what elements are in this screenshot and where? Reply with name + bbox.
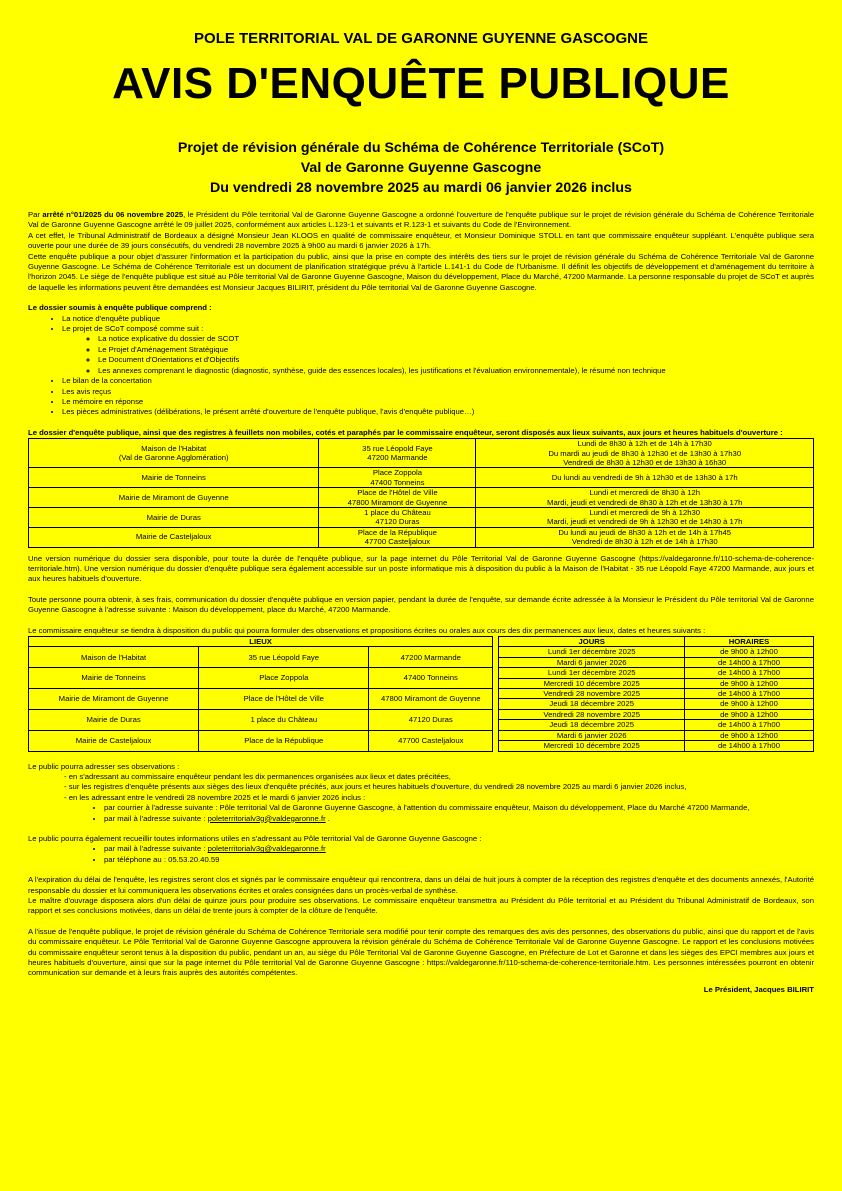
permanence-time: de 9h00 à 12h00: [685, 678, 814, 688]
location-hours-cell: [476, 527, 814, 547]
permanence-address: 35 rue Léopold Faye: [199, 647, 369, 668]
permanence-date: Mercredi 10 décembre 2025: [499, 678, 685, 688]
permanence-location: Mairie de Tonneins: [29, 668, 199, 689]
permanence-time: de 9h00 à 12h00: [685, 730, 814, 740]
permanence-date: Lundi 1er décembre 2025: [499, 668, 685, 678]
location-hours-cell: [476, 488, 814, 508]
info-email: [104, 844, 814, 854]
intro-paragraph-1: [28, 210, 814, 231]
body-content: [28, 210, 814, 995]
email-channel-label: par mail à l'adresse suivante :: [104, 813, 208, 823]
closing-paragraph-1: A l'expiration du délai de l'enquête, les registres seront clos et signés par le commissaire enquêteur qui rencontrera, dans un délai de huit jours à compter de la réception des registres d'enquête et des documents annexés, l'Autorité responsable du dossier et lui communiquera les observations écrites et orales consignées dans un procès-verbal de synthèse.: [28, 875, 814, 895]
permanence-city: 47700 Casteljaloux: [369, 730, 493, 751]
permanence-date: Jeudi 18 décembre 2025: [499, 699, 685, 709]
intro-text: , le Président du Pôle territorial Val de Garonne Guyenne Gascogne a ordonné l'ouverture de l'enquête publique sur le projet de révision générale du Schéma de Cohérence Territoriale Val de Garonne Guyenne Gascogne arrêté le 09 juillet 2025, conformément aux articles L.123-1 et suivants et R.123-1 et suivants du Code de l'Environnement.: [28, 210, 814, 230]
locations-heading: [28, 428, 814, 438]
organization-title: POLE TERRITORIAL VAL DE GARONNE GUYENNE GASCOGNE: [194, 30, 648, 47]
location-name-cell: [29, 527, 319, 547]
opening-hours: Vendredi de 8h30 à 12h30 et de 13h30 à 16h30: [563, 457, 727, 467]
email-channel: [104, 814, 814, 824]
observation-option: - sur les registres d'enquête présents aux sièges des lieux d'enquête précités, aux jours et heures habituels d'ouverture, du vendredi 28 novembre 2025 au mardi 6 janvier 2026 inclus,: [64, 782, 687, 792]
permanence-city: 47200 Marmande: [369, 647, 493, 668]
permanence-location: Mairie de Casteljaloux: [29, 730, 199, 751]
location-street: 35 rue Léopold Faye: [362, 443, 433, 453]
digital-paragraph-1: Une version numérique du dossier sera disponible, pour toute la durée de l'enquête publique, sur la page internet du Pôle Territorial Val de Garonne Guyenne Gascogne (https://valdegaronne.fr/110-schema-de-coherence-territoriale.htm). Une version numérique du dossier d'enquête publique sera également accessible sur un poste informatique mis à disposition du public à la Maison de l'Habitat - 35 rue Léopold Faye 47200 Marmande, aux jours et aux heures habituels d'ouverture.: [28, 553, 814, 584]
sublist-item: ◦ La notice explicative du dossier de SCOT: [98, 334, 814, 344]
permanence-time: de 14h00 à 17h00: [685, 741, 814, 751]
permanence-date: Jeudi 18 décembre 2025: [499, 720, 685, 730]
permanence-date: Mardi 6 janvier 2026: [499, 730, 685, 740]
table-row: [29, 709, 814, 719]
table-row: [29, 488, 814, 508]
dossier-heading: [28, 303, 814, 313]
location-name: Mairie de Casteljaloux: [135, 532, 212, 542]
permanence-date: Lundi 1er décembre 2025: [499, 647, 685, 657]
opening-hours: Du lundi au vendredi de 9h à 12h30 et de 13h30 à 17h: [551, 473, 738, 483]
postal-channel: • par courrier à l'adresse suivante : Pôle territorial Val de Garonne Guyenne Gascogne, à l'attention du commissaire enquêteur, Maison du développement, Place du Marché 47200 Marmande,: [104, 803, 814, 813]
opening-hours: Mardi, jeudi et vendredi de 8h30 à 12h et de 13h30 à 17h: [547, 497, 743, 507]
table-row: [29, 439, 814, 468]
table-row: [29, 689, 814, 699]
locations-table: [28, 438, 814, 547]
location-city: 47200 Marmande: [367, 453, 428, 463]
list-item: • Le bilan de la concertation: [62, 376, 814, 386]
observation-option: - en les adressant entre le vendredi 28 novembre 2025 et le mardi 6 janvier 2026 inclus :: [64, 792, 366, 802]
location-name: Mairie de Miramont de Guyenne: [118, 492, 229, 502]
permanence-date: Vendredi 28 novembre 2025: [499, 709, 685, 719]
list-item: • Les pièces administratives (délibérations, le présent arrêté d'ouverture de l'enquête publique, l'avis d'enquête publique…): [62, 407, 814, 417]
permanence-address: Place de la République: [199, 730, 369, 751]
table-row: [29, 730, 814, 740]
info-phone: • par téléphone au : 05.53.20.40.59: [104, 855, 814, 865]
permanence-time: de 14h00 à 17h00: [685, 657, 814, 667]
intro-paragraph-2: A cet effet, le Tribunal Administratif de Bordeaux a désigné Monsieur Jean KLOOS en qualité de commissaire enquêteur, et Monsieur Dominique STOLL en tant que commissaire enquêteur suppléant. L'enquête publique sera ouverte pour une durée de 39 jours consécutifs, du vendredi 28 novembre 2025 à 9h00 au mardi 6 janvier 2026 à 17h.: [28, 230, 814, 251]
permanence-city: 47800 Miramont de Guyenne: [369, 689, 493, 710]
table-row: [29, 468, 814, 488]
intro-text: Par: [28, 210, 43, 219]
opening-hours: Vendredi de 8h30 à 12h et de 14h à 17h30: [571, 537, 718, 547]
opening-hours: Lundi et mercredi de 8h30 à 12h: [589, 488, 701, 498]
table-row: [29, 668, 814, 678]
permanence-location: Maison de l'Habitat: [29, 647, 199, 668]
location-name: Mairie de Tonneins: [141, 473, 206, 483]
list-item: • Le mémoire en réponse: [62, 397, 814, 407]
observation-option: - en s'adressant au commissaire enquêteur pendant les dix permanences organisées aux lieux et dates précitées,: [64, 771, 451, 781]
decree-reference: arrêté n°01/2025 du 06 novembre 2025: [42, 210, 184, 219]
table-row: [29, 507, 814, 527]
location-street: Place Zoppola: [372, 468, 423, 478]
observations-intro: Le public pourra adresser ses observations :: [28, 761, 180, 771]
permanence-date: Vendredi 28 novembre 2025: [499, 689, 685, 699]
observation-channels: [28, 803, 814, 824]
location-address-cell: [319, 527, 476, 547]
permanence-location: Mairie de Miramont de Guyenne: [29, 689, 199, 710]
permanence-time: de 14h00 à 17h00: [685, 668, 814, 678]
opening-hours: Mardi, jeudi et vendredi de 9h à 12h30 et de 14h30 à 17h: [547, 517, 743, 527]
location-name-cell: [29, 488, 319, 508]
email-channel-suffix: .: [325, 813, 330, 823]
permanence-time: de 9h00 à 12h00: [685, 709, 814, 719]
dossier-sublist: [62, 334, 814, 376]
digital-paragraph-2: Toute personne pourra obtenir, à ses frais, communication du dossier d'enquête publique en version papier, pendant la durée de l'enquête, sur demande écrite adressée à la Monsieur le Président du Pôle territorial Val de Garonne Guyenne Gascogne à l'adresse suivante : Maison du développement, place du Marché, 47200 Marmande.: [28, 594, 814, 615]
sublist-item: ◦ Le Document d'Orientations et d'Objectifs: [98, 355, 814, 365]
opening-hours: Lundi de 8h30 à 12h et de 14h à 17h30: [577, 439, 712, 449]
permanences-table: [28, 636, 814, 751]
location-city: 47120 Duras: [375, 517, 420, 527]
info-email-label: par mail à l'adresse suivante :: [104, 844, 208, 854]
closing-paragraph-2: Le maître d'ouvrage disposera alors d'un délai de quinze jours pour produire ses observations. Le commissaire enquêteur transmettra au Président du Pôle territorial et au Président du Tribunal Administratif de Bordeaux, son rapport et ses conclusions motivées, dans un délai de trente jours à compter de la clôture de l'enquête.: [28, 895, 814, 916]
location-city: 47400 Tonneins: [370, 477, 425, 487]
infos-intro: Le public pourra également recueillir toutes informations utiles en s'adressant au Pôle territorial Val de Garonne Guyenne Gascogne :: [28, 833, 482, 843]
closing-paragraph-3: A l'issue de l'enquête publique, le projet de révision générale du Schéma de Cohérence Territoriale sera modifié pour tenir compte des remarques des avis des personnes, des observations du public, ainsi que du rapport et de l'avis du commissaire enquêteur. Le Pôle Territorial Val de Garonne Guyenne Gascogne approuvera la révision générale du Schéma de Cohérence Territoriale Val de Garonne Guyenne Gascogne. Le rapport et les conclusions motivées du commissaire enquêteur seront tenus à la disposition du public, pendant un an, au siège du Pôle Territorial Val de Garonne Guyenne Gascogne, en Préfecture de Lot et Garonne et dans les sièges des EPCI membres aux jours et heures habituels d'ouverture, ainsi que sur la page internet du Pôle territorial Val de Garonne Guyenne Gascogne : https://valdegaronne.fr/110-schema-de-coherence-territoriale.htm. Les personnes intéressées pourront en obtenir communication sur demande et à leurs frais auprès des autorités compétentes.: [28, 926, 814, 978]
intro-paragraph-3: Cette enquête publique a pour objet d'assurer l'information et la participation du public, ainsi que la prise en compte des intérêts des tiers sur le projet de révision générale du Schéma de Cohérence Territoriale Val de Garonne Guyenne Gascogne. Le Schéma de Cohérence Territoriale est un document de planification stratégique prévu à l'article L.141-1 du Code de l'Urbanisme. Il définit les objectifs de développement et d'aménagement du territoire à l'horizon 2045. Le siège de l'enquête publique est situé au Pôle territorial Val de Garonne Guyenne Gascogne, Maison du développement, Place du Marché, 47200 Marmande. La personne responsable du projet de SCoT et auprès de laquelle les informations peuvent être demandées est Monsieur Jacques BILIRIT, président du Pôle territorial Val de Garonne Guyenne Gascogne.: [28, 251, 814, 292]
location-street: Place de l'Hôtel de Ville: [357, 488, 438, 498]
subtitle-block: [0, 138, 842, 198]
page-title: AVIS D'ENQUÊTE PUBLIQUE: [112, 59, 730, 108]
location-address-cell: [319, 507, 476, 527]
location-name-cell: [29, 468, 319, 488]
subtitle-line-1: Projet de révision générale du Schéma de Cohérence Territoriale (SCoT): [177, 140, 665, 156]
opening-hours: Du lundi au jeudi de 8h30 à 12h et de 14h à 17h45: [558, 527, 732, 537]
location-name-cell: [29, 439, 319, 468]
permanence-address: 1 place du Château: [199, 709, 369, 730]
list-item: • La notice d'enquête publique: [62, 314, 814, 324]
location-name-cell: [29, 507, 319, 527]
dossier-heading-text: Le dossier soumis à enquête publique comprend :: [28, 303, 212, 313]
permanence-time: de 14h00 à 17h00: [685, 720, 814, 730]
location-name: Maison de l'Habitat: [141, 443, 207, 453]
location-hours-cell: [476, 507, 814, 527]
location-address-cell: [319, 468, 476, 488]
location-hours-cell: [476, 439, 814, 468]
opening-hours: Lundi et mercredi de 9h à 12h30: [589, 507, 701, 517]
permanence-date: Mardi 6 janvier 2026: [499, 657, 685, 667]
list-item-label: Le projet de SCoT composé comme suit :: [62, 324, 204, 334]
info-channels: [28, 844, 814, 865]
location-name-detail: (Val de Garonne Agglomération): [118, 453, 229, 463]
permanence-time: de 9h00 à 12h00: [685, 699, 814, 709]
email-link[interactable]: poleterritorialv3g@valdegaronne.fr: [207, 813, 326, 823]
subtitle-line-2: Val de Garonne Guyenne Gascogne: [300, 160, 542, 176]
location-street: Place de la République: [357, 527, 437, 537]
sublist-item: ◦ Le Projet d'Aménagement Stratégique: [98, 345, 814, 355]
column-header-jours: JOURS: [499, 637, 685, 647]
opening-hours: Du mardi au jeudi de 8h30 à 12h30 et de 13h30 à 17h30: [548, 448, 742, 458]
permanences-intro: Le commissaire enquêteur se tiendra à disposition du public qui pourra formuler des observations et propositions écrites ou orales aux cours des dix permanences aux lieux, dates et heures suivants :: [28, 625, 706, 635]
dossier-list: [28, 314, 814, 418]
permanence-location: Mairie de Duras: [29, 709, 199, 730]
location-street: 1 place du Château: [364, 507, 431, 517]
info-email-link[interactable]: poleterritorialv3g@valdegaronne.fr: [207, 844, 326, 854]
table-row: [29, 647, 814, 657]
location-address-cell: [319, 439, 476, 468]
locations-heading-text: Le dossier d'enquête publique, ainsi que des registres à feuillets non mobiles, cotés et paraphés par le commissaire enquêteur, seront disposés aux lieux suivants, aux jours et heures habituels d'ouverture :: [28, 427, 783, 437]
location-city: 47800 Miramont de Guyenne: [347, 497, 448, 507]
permanence-city: 47120 Duras: [369, 709, 493, 730]
permanence-time: de 9h00 à 12h00: [685, 647, 814, 657]
subtitle-line-3: Du vendredi 28 novembre 2025 au mardi 06 janvier 2026 inclus: [210, 180, 632, 196]
table-row: [29, 527, 814, 547]
sublist-item: ◦ Les annexes comprenant le diagnostic (diagnostic, synthèse, guide des essences locales), les justifications et l'évaluation environnementale), le résumé non technique: [98, 366, 814, 376]
list-item: • Les avis reçus: [62, 387, 814, 397]
location-name: Mairie de Duras: [146, 512, 201, 522]
location-city: 47700 Casteljaloux: [364, 537, 431, 547]
permanence-city: 47400 Tonneins: [369, 668, 493, 689]
signature: Le Président, Jacques BILIRIT: [703, 984, 814, 994]
location-address-cell: [319, 488, 476, 508]
list-item: [62, 324, 814, 376]
permanence-address: Place Zoppola: [199, 668, 369, 689]
permanence-date: Mercredi 10 décembre 2025: [499, 741, 685, 751]
column-header-horaires: HORAIRES: [685, 637, 814, 647]
permanence-address: Place de l'Hôtel de Ville: [199, 689, 369, 710]
permanence-time: de 14h00 à 17h00: [685, 689, 814, 699]
column-header-lieux: LIEUX: [29, 637, 493, 647]
location-hours-cell: [476, 468, 814, 488]
